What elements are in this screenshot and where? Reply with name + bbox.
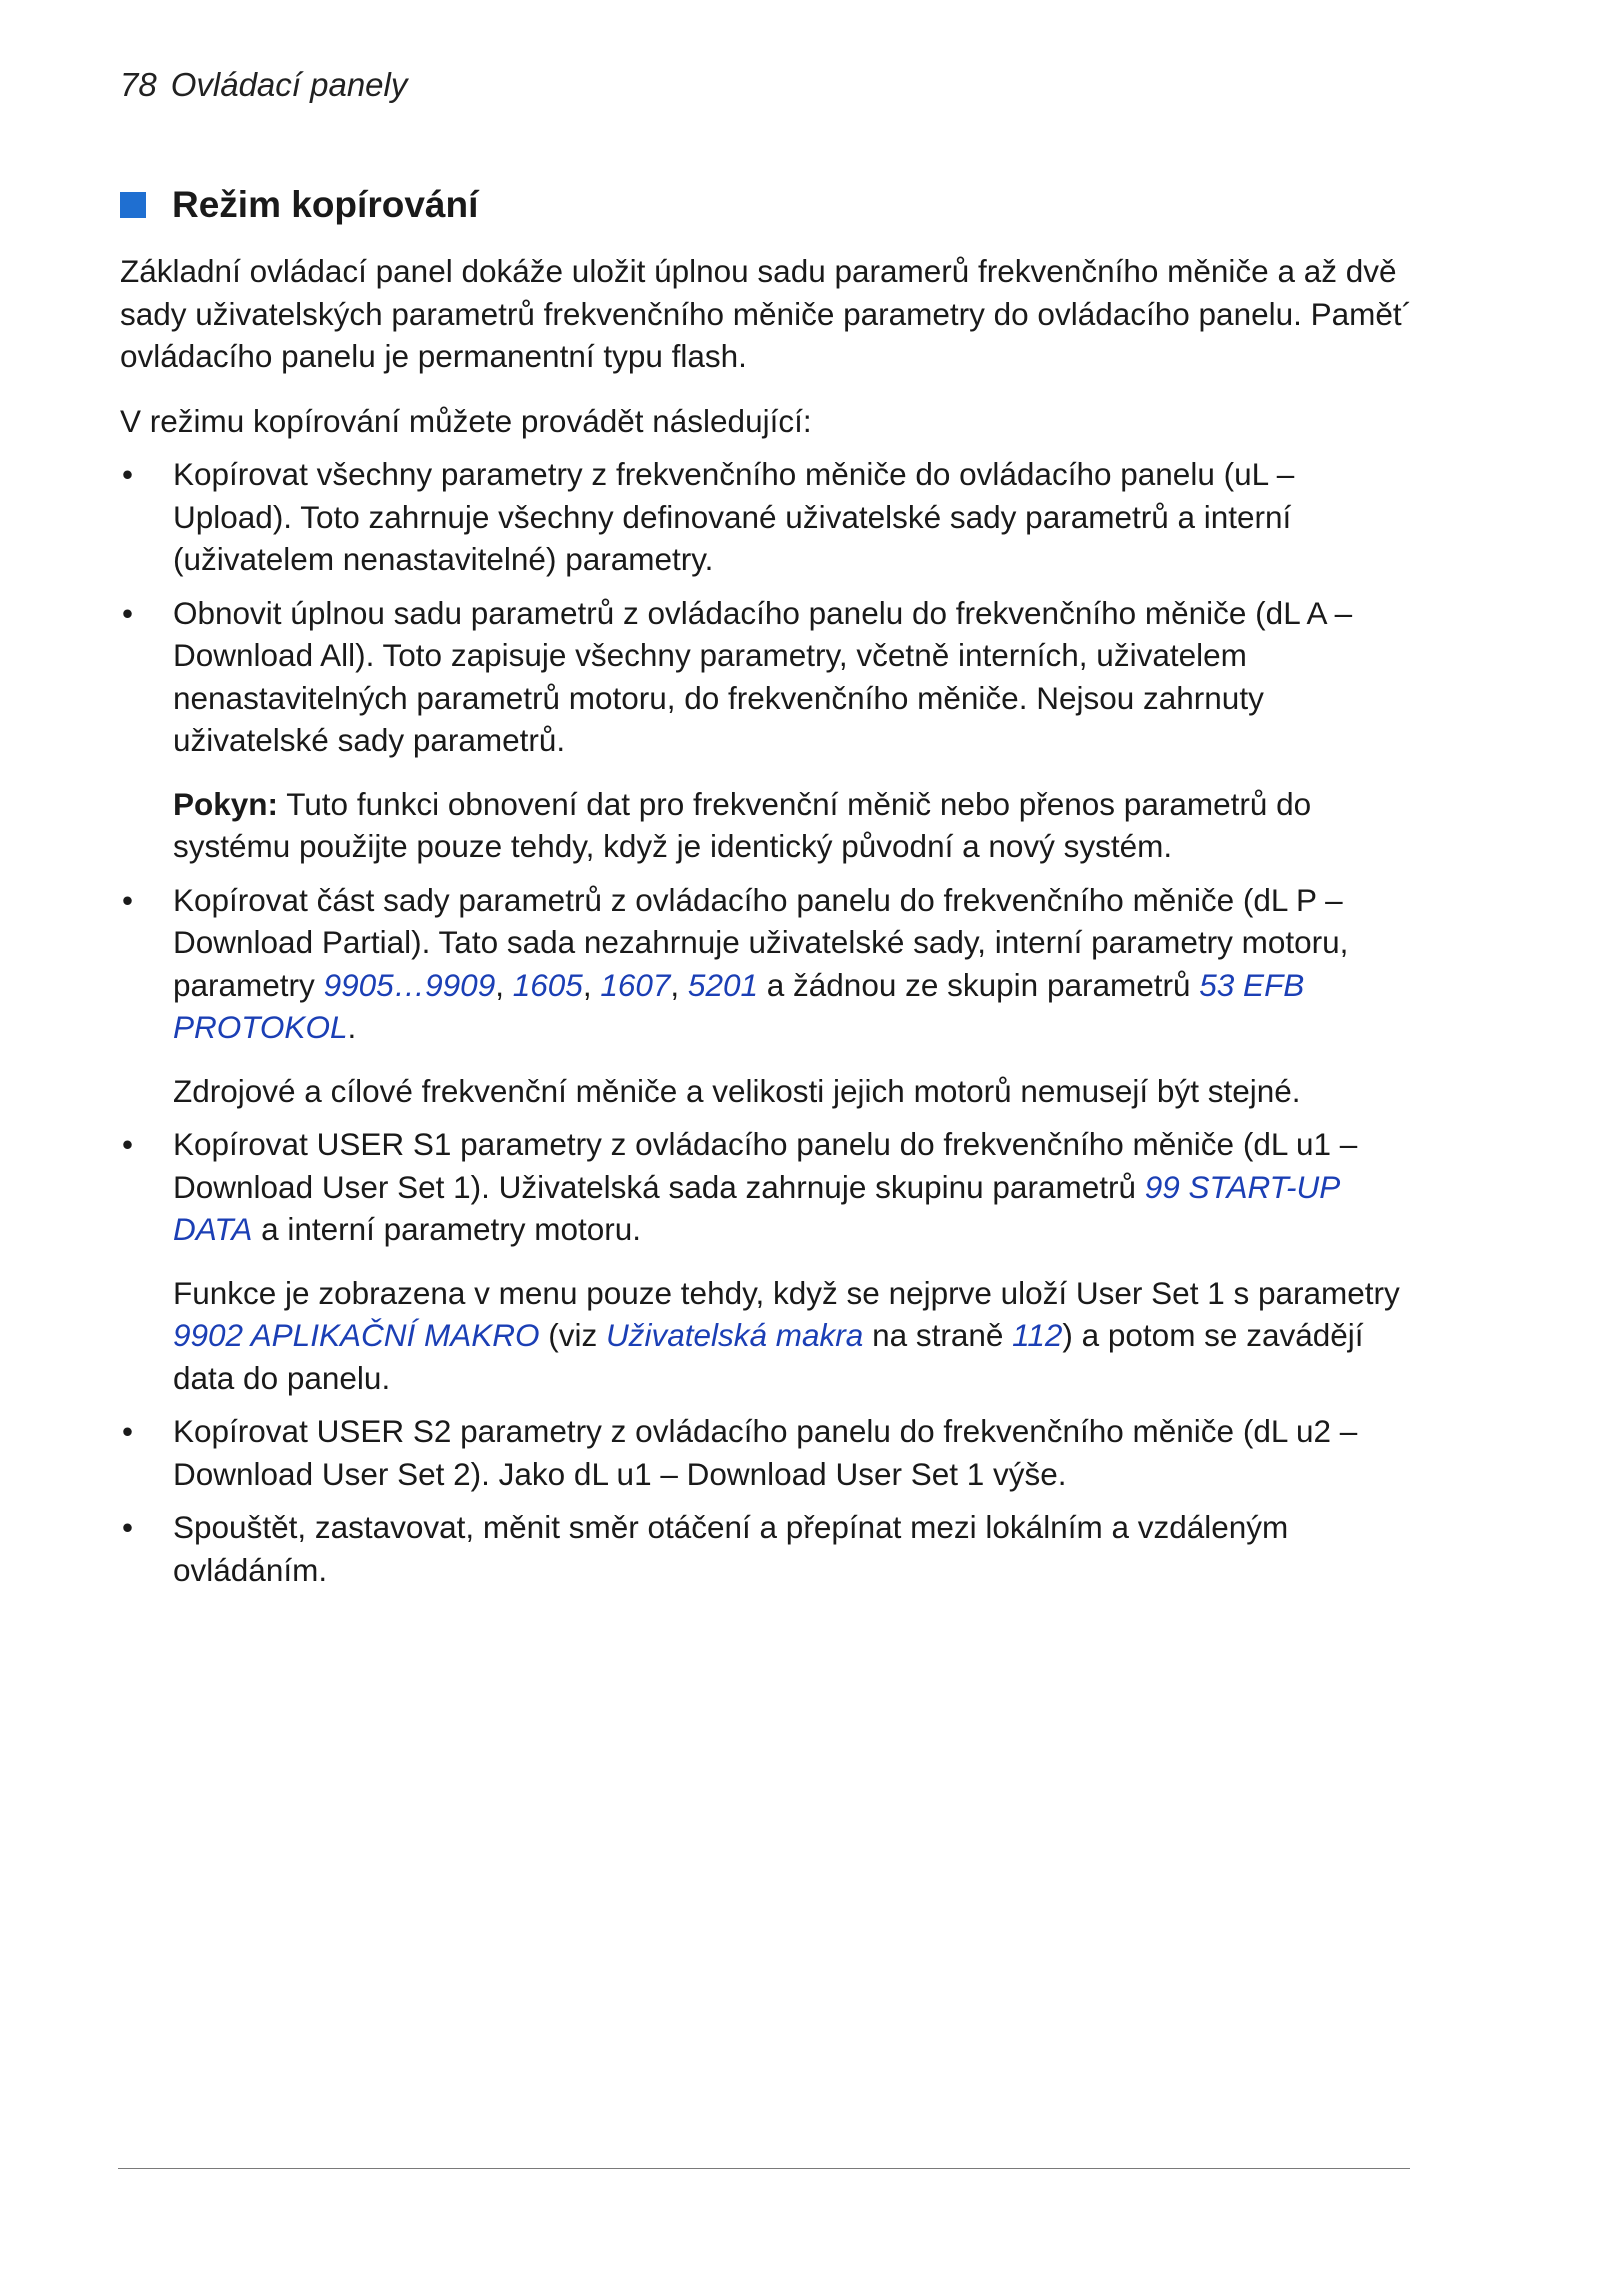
separator: , [582, 966, 601, 1003]
heading-square-icon [120, 192, 146, 218]
intro-lead-paragraph: V režimu kopírování můžete provádět následující: [120, 402, 812, 439]
note-paragraph [173, 783, 1420, 868]
list-item-start-stop [120, 1506, 1420, 1591]
param-link-9909[interactable]: 9909 [425, 966, 496, 1003]
bullet-marker: • [122, 594, 134, 631]
param-link-1605[interactable]: 1605 [512, 966, 583, 1003]
sub-paragraph: Zdrojové a cílové frekvenční měniče a velikosti jejich motorů nemusejí být stejné. [173, 1072, 1301, 1109]
list-item-download-user-set-1 [120, 1123, 1420, 1399]
list-item-text: Kopírovat všechny parametry z frekvenčního měniče do ovládacího panelu (uL – Upload). Toto zahrnuje všechny definované uživatelské sady parametrů a interní (uživatelem nenastavitelné) parametry. [173, 456, 1295, 577]
intro-paragraph: Základní ovládací panel dokáže uložit úplnou sadu paramerů frekvenčního měniče a až dvě sady uživatelských parametrů frekvenčního měniče parametry do ovládacího panelu. Pamět´ ovládacího panelu je permanentní typu flash. [120, 253, 1413, 374]
page-link-112[interactable]: 112 [1012, 1317, 1063, 1353]
param-link-1607[interactable]: 1607 [600, 966, 671, 1003]
sub-text: na straně [863, 1317, 1013, 1353]
bullet-marker: • [122, 456, 134, 492]
separator: , [495, 966, 513, 1003]
chapter-title: Ovládací panely [170, 66, 408, 103]
separator: , [670, 966, 688, 1003]
sub-text: ) a potom se zavádějí data do panelu. [173, 1317, 1364, 1396]
sub-text: (viz [539, 1317, 606, 1353]
bullet-marker: • [122, 1509, 134, 1545]
section-heading [120, 184, 478, 226]
param-link-9902[interactable]: 9902 APLIKAČNÍ MAKRO [173, 1317, 540, 1353]
list-item-text: Kopírovat část sady parametrů z ovládacího panelu do frekvenčního měniče (dL P – Download Partial). Tato sada nezahrnuje uživatelské sady, interní parametry motoru, parametry [173, 881, 1349, 1003]
group-link-99[interactable]: 99 START-UP DATA [173, 1168, 1340, 1247]
list-item-text: Spouštět, zastavovat, měnit směr otáčení a přepínat mezi lokálním a vzdáleným ovládáním. [173, 1509, 1289, 1588]
note-text: Tuto funkci obnovení dat pro frekvenční měnič nebo přenos parametrů do systému použijte pouze tehdy, když je identický původní a nový systém. [173, 785, 1312, 864]
group-link-53[interactable]: 53 EFB PROTOKOL [173, 966, 1305, 1045]
page-header [120, 66, 407, 104]
param-link-9905[interactable]: 9905 [323, 966, 394, 1003]
ellipsis: … [393, 966, 426, 1003]
note-label: Pokyn: [173, 785, 279, 822]
list-item-text: a žádnou ze skupin parametrů [758, 966, 1200, 1003]
bullet-marker: • [122, 881, 134, 918]
sub-paragraph [173, 1272, 1420, 1400]
param-link-5201[interactable]: 5201 [687, 966, 758, 1003]
list-item-text: Obnovit úplnou sadu parametrů z ovládacího panelu do frekvenčního měniče (dL A – Download All). Toto zapisuje všechny parametry, včetně interních, uživatelem nenastavitelných parametrů motoru, do frekvenčního měniče. Nejsou zahrnuty uživatelské sady parametrů. [173, 594, 1353, 758]
bullet-marker: • [122, 1413, 134, 1449]
list-item-text: a interní parametry motoru. [252, 1211, 642, 1247]
list-item-download-user-set-2 [120, 1410, 1420, 1495]
list-item-text: . [347, 1009, 357, 1045]
bullet-marker: • [122, 1126, 134, 1162]
operations-list [120, 453, 1420, 1591]
list-item-upload [120, 453, 1420, 581]
list-item-download-all [120, 592, 1420, 868]
list-item-download-partial [120, 879, 1420, 1113]
list-item-text: Kopírovat USER S2 parametry z ovládacího panelu do frekvenčního měniče (dL u2 – Download User Set 2). Jako dL u1 – Download User Set 1 výše. [173, 1413, 1358, 1492]
sub-text: Funkce je zobrazena v menu pouze tehdy, když se nejprve uloží User Set 1 s parametry [173, 1274, 1400, 1311]
list-item-text: Kopírovat USER S1 parametry z ovládacího panelu do frekvenčního měniče (dL u1 – Download User Set 1). Uživatelská sada zahrnuje skupinu parametrů [173, 1126, 1358, 1205]
footer-divider [118, 2168, 1410, 2169]
page-number: 78 [120, 66, 157, 103]
main-content [120, 250, 1420, 1602]
section-title: Režim kopírování [172, 184, 479, 225]
user-macros-link[interactable]: Uživatelská makra [605, 1317, 864, 1353]
